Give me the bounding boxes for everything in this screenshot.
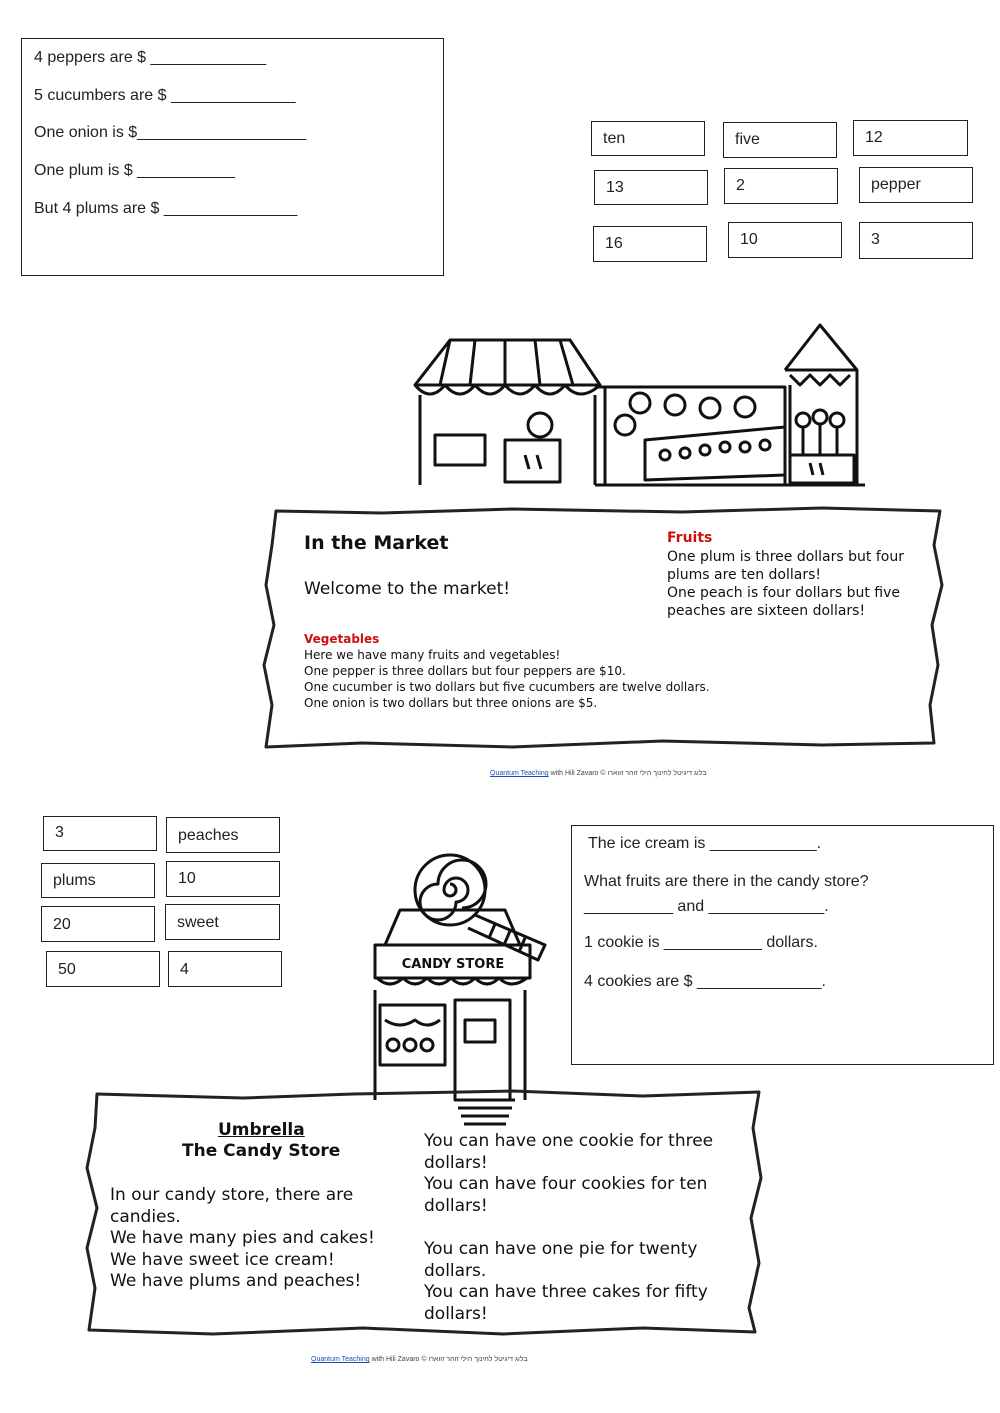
word-card[interactable]: 16 xyxy=(593,226,707,262)
vegetables-line: One cucumber is two dollars but five cucumbers are twelve dollars. xyxy=(304,680,710,694)
candy-right-line: dollars! xyxy=(424,1153,488,1173)
candy-right-line: You can have one cookie for three xyxy=(424,1131,714,1151)
word-card[interactable]: sweet xyxy=(165,904,280,940)
credit-link[interactable]: Quantum Teaching xyxy=(490,770,549,777)
word-card[interactable]: 2 xyxy=(724,168,838,204)
fruits-heading: Fruits xyxy=(667,530,713,546)
fruits-line: plums are ten dollars! xyxy=(667,567,822,583)
fruits-line: One plum is three dollars but four xyxy=(667,549,904,565)
vegetables-line: One pepper is three dollars but four peppers are $10. xyxy=(304,664,626,678)
word-card[interactable]: 13 xyxy=(594,170,708,205)
word-card[interactable]: 12 xyxy=(853,120,968,156)
market-question-4: One plum is $ ___________ xyxy=(34,162,236,179)
candy-left-line: In our candy store, there are xyxy=(110,1185,354,1205)
credit-text: with Hili Zavaro © בלוג דיגיטל לחינוך הילי זוהר זווארו xyxy=(369,1356,528,1363)
candy-right-line: You can have one pie for twenty xyxy=(424,1239,698,1259)
word-card[interactable]: 3 xyxy=(859,222,973,259)
candy-left-line: We have many pies and cakes! xyxy=(110,1228,375,1248)
candy-right-line: dollars. xyxy=(424,1261,487,1281)
market-question-5: But 4 plums are $ _______________ xyxy=(34,200,298,217)
word-card[interactable]: 10 xyxy=(728,222,842,258)
market-question-1: 4 peppers are $ _____________ xyxy=(34,49,267,66)
candy-right-line: You can have three cakes for fifty xyxy=(424,1282,708,1302)
word-card[interactable]: 3 xyxy=(43,816,157,851)
market-title: In the Market xyxy=(304,532,449,554)
candy-question-3: 1 cookie is ___________ dollars. xyxy=(584,934,818,951)
word-card[interactable]: 50 xyxy=(46,951,160,987)
candy-question-2: What fruits are there in the candy store? xyxy=(584,873,869,890)
word-card[interactable]: plums xyxy=(41,863,155,898)
word-card[interactable]: five xyxy=(723,122,837,158)
market-question-2: 5 cucumbers are $ ______________ xyxy=(34,87,296,104)
word-card[interactable]: pepper xyxy=(859,167,973,203)
candy-questions-box xyxy=(571,825,994,1065)
vegetables-line: Here we have many fruits and vegetables! xyxy=(304,648,561,662)
fruits-line: peaches are sixteen dollars! xyxy=(667,603,866,619)
candy-store-sign: CANDY STORE xyxy=(401,957,505,972)
candy-question-1: The ice cream is ____________. xyxy=(588,835,822,852)
vegetables-heading: Vegetables xyxy=(304,632,380,646)
credit-line xyxy=(490,770,707,777)
word-card[interactable]: 10 xyxy=(166,861,280,897)
word-card[interactable]: peaches xyxy=(166,817,280,853)
candy-left-line: candies. xyxy=(110,1207,181,1227)
market-question-3: One onion is $___________________ xyxy=(34,124,307,141)
candy-question-2-answer: __________ and _____________. xyxy=(584,898,829,915)
word-card[interactable]: 20 xyxy=(41,906,155,942)
candy-right-line: You can have four cookies for ten xyxy=(424,1174,708,1194)
word-card[interactable]: 4 xyxy=(168,951,282,987)
candy-series: Umbrella xyxy=(218,1120,305,1140)
vegetables-line: One onion is two dollars but three onions are $5. xyxy=(304,696,598,710)
candy-right-line: dollars! xyxy=(424,1196,488,1216)
market-questions-box xyxy=(21,38,444,276)
candy-left-line: We have sweet ice cream! xyxy=(110,1250,335,1270)
fruits-line: One peach is four dollars but five xyxy=(667,585,900,601)
candy-title: The Candy Store xyxy=(182,1141,341,1161)
credit-text: with Hili Zavaro © בלוג דיגיטל לחינוך הילי זוהר זווארו xyxy=(548,770,707,777)
candy-question-4: 4 cookies are $ ______________. xyxy=(584,973,826,990)
word-card[interactable]: ten xyxy=(591,121,705,156)
candy-left-line: We have plums and peaches! xyxy=(110,1271,362,1291)
market-welcome: Welcome to the market! xyxy=(304,579,511,599)
credit-link[interactable]: Quantum Teaching xyxy=(311,1356,370,1363)
candy-right-line: dollars! xyxy=(424,1304,488,1324)
market-stall-illustration xyxy=(405,315,870,495)
credit-line xyxy=(311,1356,528,1363)
